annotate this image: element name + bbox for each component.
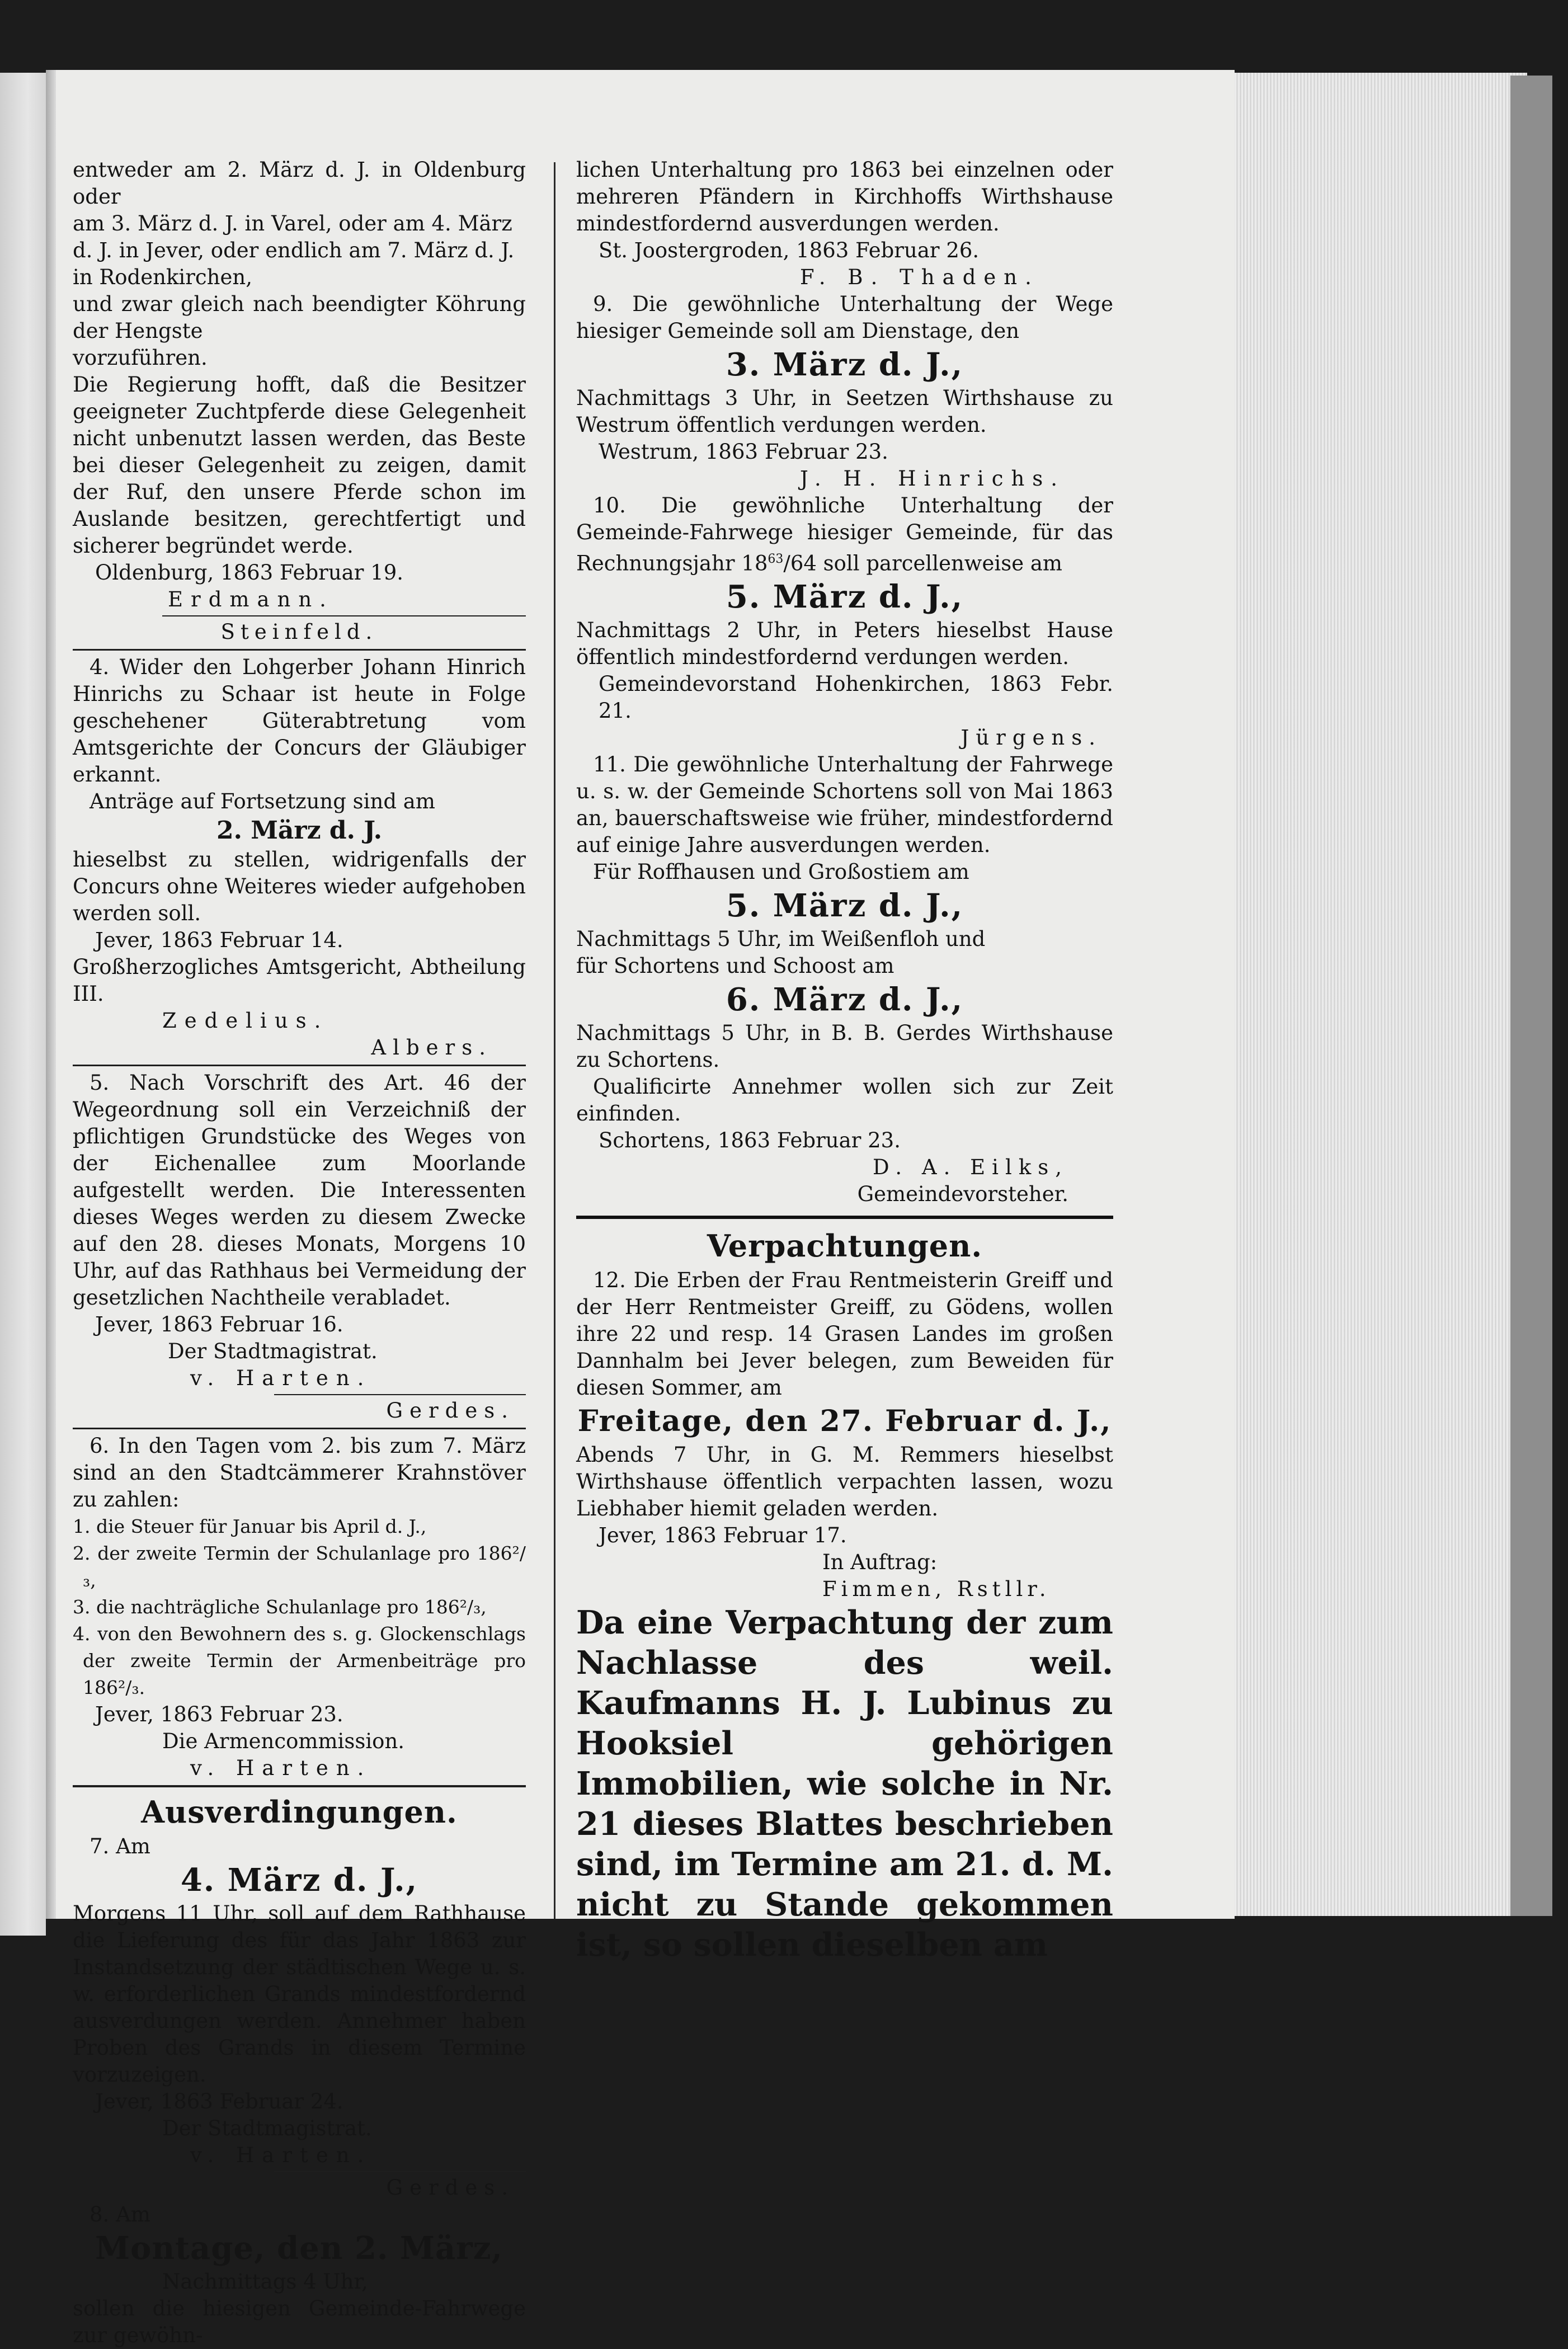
- notice-9-signature: J. H. Hinrichs.: [800, 467, 1066, 491]
- notice-12-text-cont: Abends 7 Uhr, in G. M. Remmers hieselbst Wirthshause öffentlich verpachten lassen, wozu Liebhaber hiemit geladen werden.: [576, 1443, 1113, 1521]
- intro-paragraph: Die Regierung hofft, daß die Besitzer geeigneter Zuchtpferde diese Gelegenheit nicht unbenutzt lassen werden, das Beste bei dieser Gelegenheit zu zeigen, damit der Ruf, den unsere Pferde schon im Auslande besitzen, gerechtfertigt und sicherer begründet werde.: [73, 373, 526, 558]
- notice-5-text: 5. Nach Vorschrift des Art. 46 der Wegeordnung soll ein Verzeichniß der pflichtigen Grundstücke des Weges von der Eichenallee zum Moorlande aufgestellt werden. Die Interessenten dieses Weges werden zu diesem Zwecke auf den 28. dieses Monats, Morgens 10 Uhr, auf das Rathhaus bei Vermeidung der gesetzlichen Nachtheile verabladet.: [73, 1071, 526, 1310]
- notice-6-item: 2. der zweite Termin der Schulanlage pro 186²/₃,: [73, 1542, 526, 1591]
- notice-4-signature: Zedelius.: [162, 1009, 329, 1033]
- page-gutter: [46, 70, 56, 1919]
- notice-7-signature: v. Harten.: [190, 2143, 372, 2167]
- notice-11-date-highlight-2: 6. März d. J.,: [726, 981, 964, 1019]
- notice-10-text: [576, 492, 1113, 577]
- section-steinfeld: Steinfeld.: [220, 620, 378, 644]
- book-cover-edge: [1510, 76, 1552, 1916]
- notice-8-text: sollen die hiesigen Gemeinde-Fahrwege zur gewöhn-: [73, 2296, 526, 2347]
- notice-12-date-highlight: Freitage, den 27. Februar d. J.,: [577, 1404, 1112, 1439]
- notice-11-line-3: für Schortens und Schoost am: [576, 954, 894, 978]
- notice-8-date: St. Joostergroden, 1863 Februar 26.: [599, 238, 980, 262]
- notice-7-date-highlight: 4. März d. J.,: [180, 1862, 418, 1899]
- notice-5-signature: v. Harten.: [190, 1366, 372, 1390]
- divider: [73, 649, 526, 651]
- notice-8-time: Nachmittags 4 Uhr,: [162, 2270, 368, 2294]
- intro-date: Oldenburg, 1863 Februar 19.: [95, 561, 404, 585]
- heading-ausverdingungen: Ausverdingungen.: [141, 1794, 458, 1830]
- notice-8-text-cont: lichen Unterhaltung pro 1863 bei einzelnen oder mehreren Pfändern in Kirchhoffs Wirthshause mindestfordernd ausverdungen werden.: [576, 158, 1113, 236]
- notice-9-text-cont: Nachmittags 3 Uhr, in Seetzen Wirthshause zu Westrum öffentlich verdungen werden.: [576, 386, 1113, 437]
- divider: [274, 2171, 526, 2172]
- notice-5-signature-2: Gerdes.: [386, 1399, 515, 1423]
- intro-line: und zwar gleich nach beendigter Köhrung der Hengste: [73, 292, 526, 343]
- divider: [73, 1065, 526, 1066]
- intro-line: entweder am 2. März d. J. in Oldenburg oder: [73, 158, 526, 209]
- notice-11-date-highlight-1: 5. März d. J.,: [726, 887, 964, 925]
- notice-4-line: Anträge auf Fortsetzung sind am: [90, 789, 435, 813]
- notice-11-line-2: Nachmittags 5 Uhr, im Weißenfloh und: [576, 927, 986, 952]
- notice-9-date-highlight: 3. März d. J.,: [726, 346, 964, 383]
- notice-11-line: Für Roffhausen und Großostiem am: [593, 860, 969, 884]
- notice-4-date: Jever, 1863 Februar 14.: [95, 928, 343, 952]
- notice-10-text-cont: Nachmittags 2 Uhr, in Peters hieselbst Hause öffentlich mindestfordernd verdungen werden.: [576, 618, 1113, 670]
- intro-line: in Rodenkirchen,: [73, 265, 252, 289]
- notice-4-signature-2: Albers.: [371, 1035, 492, 1060]
- notice-8-intro: 8. Am: [90, 2202, 150, 2226]
- notice-11-text-cont: Nachmittags 5 Uhr, in B. B. Gerdes Wirthshause zu Schortens.: [576, 1021, 1113, 1072]
- left-page-edge: [0, 73, 46, 1936]
- intro-line: vorzuführen.: [73, 346, 208, 370]
- right-column: [576, 157, 1113, 1965]
- notice-4-text: 4. Wider den Lohgerber Johann Hinrich Hinrichs zu Schaar ist heute in Folge geschehener Güterabtretung vom Amtsgerichte der Concurs der Gläubiger erkannt.: [73, 655, 526, 787]
- notice-6-item: 4. von den Bewohnern des s. g. Glockenschlags der zweite Termin der Armenbeiträge pro 186²/₃.: [73, 1623, 526, 1698]
- intro-signature: Erdmann.: [168, 587, 334, 611]
- notice-10-signature: Jürgens.: [960, 726, 1102, 750]
- notice-7-signature-2: Gerdes.: [386, 2176, 515, 2200]
- notice-6-text: 6. In den Tagen vom 2. bis zum 7. März sind an den Stadtcämmerer Krahnstöver zu zahlen:: [73, 1434, 526, 1512]
- notice-6-date: Jever, 1863 Februar 23.: [95, 1702, 343, 1726]
- notice-10-year-sup: 63: [767, 552, 784, 566]
- notice-11-role: Gemeindevorsteher.: [857, 1182, 1068, 1207]
- intro-line: am 3. März d. J. in Varel, oder am 4. März: [73, 211, 512, 236]
- notice-12-text: 12. Die Erben der Frau Rentmeisterin Greiff und der Herr Rentmeister Greiff, zu Gödens, wollen ihre 22 und resp. 14 Grasen Landes im großen Dannhalm bei Jever belegen, zum Beweiden für diesen Sommer, am: [576, 1268, 1113, 1400]
- divider: [162, 615, 526, 616]
- notice-7-text: Morgens 11 Uhr, soll auf dem Rathhause die Lieferung des für das Jahr 1863 zur Instandsetzung der städtischen Wege u. s. w. erforderlichen Grands mindestfordernd ausverdungen werden. Annehmer haben Proben des Grands in diesem Termine vorzuzeigen.: [73, 1901, 526, 2087]
- notice-7-org: Der Stadtmagistrat.: [162, 2116, 372, 2140]
- notice-12-auftrag: In Auftrag:: [822, 1550, 938, 1575]
- left-column: [73, 157, 526, 2349]
- notice-6-item: 1. die Steuer für Januar bis April d. J.,: [73, 1515, 427, 1537]
- notice-7-date: Jever, 1863 Februar 24.: [95, 2089, 343, 2113]
- notice-6-signature: v. Harten.: [190, 1756, 372, 1780]
- notice-12-signature: Fimmen, Rstllr.: [822, 1577, 1051, 1602]
- divider: [73, 1785, 526, 1787]
- notice-4-court: Großherzogliches Amtsgericht, Abtheilung III.: [73, 955, 526, 1006]
- notice-12-date: Jever, 1863 Februar 17.: [599, 1523, 847, 1548]
- notice-4-text-cont: hieselbst zu stellen, widrigenfalls der Concurs ohne Weiteres wieder aufgehoben werden soll.: [73, 848, 526, 925]
- intro-line: d. J. in Jever, oder endlich am 7. März d. J.: [73, 238, 515, 262]
- book-fore-edge: [1231, 73, 1527, 1916]
- notice-11-text: 11. Die gewöhnliche Unterhaltung der Fahrwege u. s. w. der Gemeinde Schortens soll von Mai 1863 an, bauerschaftsweise wie früher, mindestfordernd auf einige Jahre ausverdungen werden.: [576, 752, 1113, 858]
- notice-11-signature: D. A. Eilks,: [873, 1155, 1068, 1180]
- notice-7-intro: 7. Am: [90, 1834, 150, 1858]
- notice-4-date-highlight: 2. März d. J.: [216, 816, 383, 845]
- notice-9-text: 9. Die gewöhnliche Unterhaltung der Wege hiesiger Gemeinde soll am Dienstage, den: [576, 292, 1113, 343]
- notice-10-date: Gemeindevorstand Hohenkirchen, 1863 Febr. 21.: [599, 672, 1113, 723]
- notice-5-org: Der Stadtmagistrat.: [168, 1339, 378, 1363]
- heading-verpachtungen: Verpachtungen.: [707, 1228, 983, 1264]
- announcement-lubinus: Da eine Verpachtung der zum Nachlasse des weil. Kaufmanns H. J. Lubinus zu Hooksiel gehörigen Immobilien, wie solche in Nr. 21 dieses Blattes beschrieben sind, im Termine am 21. d. M. nicht zu Stande gekommen ist, so sollen dieselben am: [576, 1604, 1113, 1964]
- column-divider: [554, 162, 555, 1919]
- notice-10-text-b: /64 soll parcellenweise am: [783, 551, 1062, 576]
- notice-10-text-a: 10. Die gewöhnliche Unterhaltung der Gemeinde-Fahrwege hiesiger Gemeinde, für das Rechnungsjahr 18: [576, 493, 1113, 576]
- notice-6-org: Die Armencommission.: [162, 1729, 405, 1753]
- divider: [73, 1428, 526, 1429]
- divider: [274, 1394, 526, 1395]
- notice-6-item: 3. die nachträgliche Schulanlage pro 186²/₃,: [73, 1596, 487, 1618]
- notice-9-date: Westrum, 1863 Februar 23.: [599, 440, 888, 464]
- divider-thick: [576, 1216, 1113, 1219]
- notice-11-text-cont-2: Qualificirte Annehmer wollen sich zur Zeit einfinden.: [576, 1075, 1113, 1126]
- notice-10-date-highlight: 5. März d. J.,: [726, 578, 964, 616]
- notice-8-signature: F. B. Thaden.: [800, 265, 1039, 289]
- notice-5-date: Jever, 1863 Februar 16.: [95, 1312, 343, 1336]
- notice-11-date: Schortens, 1863 Februar 23.: [599, 1128, 901, 1153]
- notice-8-date-highlight: Montage, den 2. März,: [95, 2230, 503, 2267]
